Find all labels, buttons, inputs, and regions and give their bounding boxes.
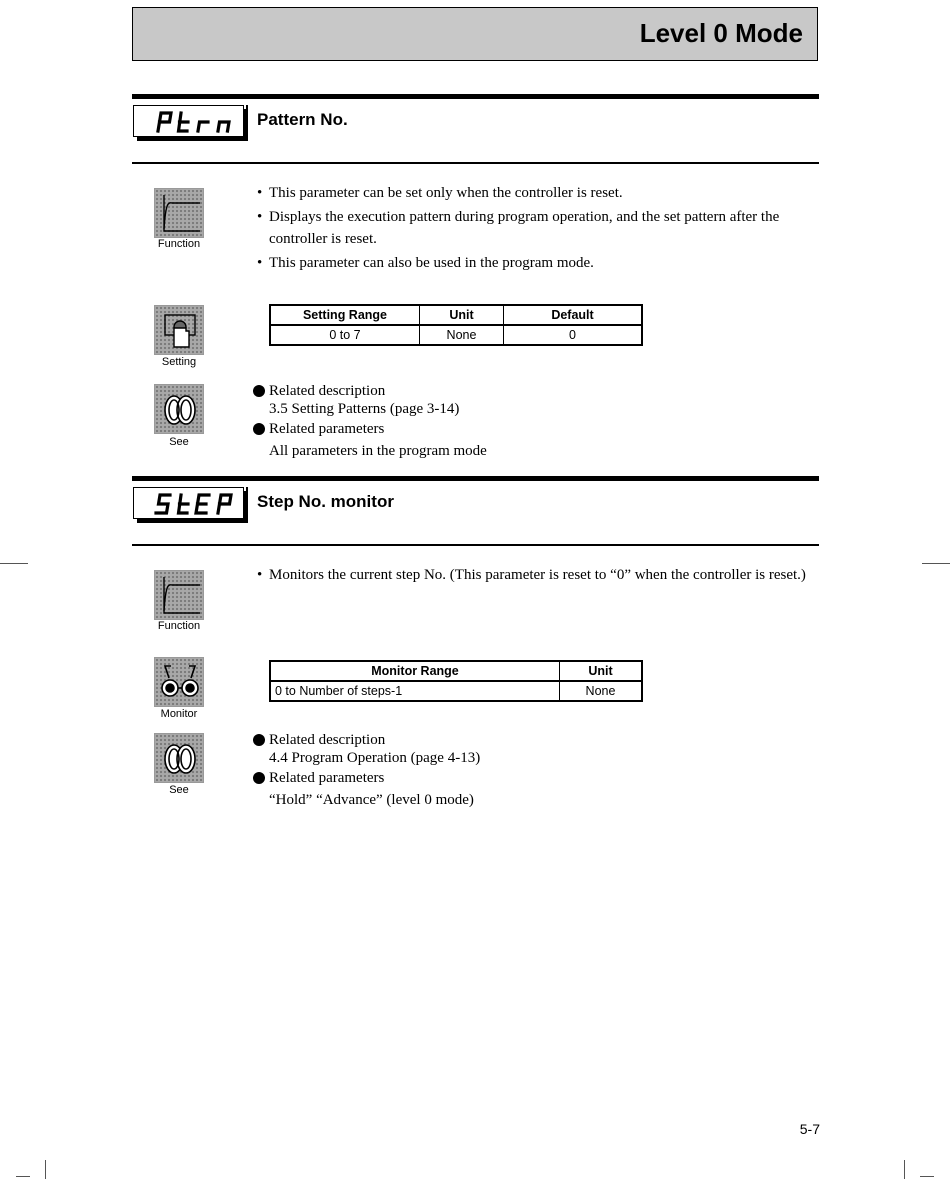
function-icon: [154, 570, 204, 620]
table-header: Unit: [420, 305, 504, 325]
lcd-ptrn-icon: [134, 106, 245, 138]
table-header: Unit: [560, 661, 643, 681]
table-header: Monitor Range: [270, 661, 560, 681]
list-item: • This parameter can be set only when the controller is reset.: [257, 182, 817, 204]
crop-mark: [16, 1176, 30, 1177]
related-parameters: “Hold” “Advance” (level 0 mode): [269, 792, 474, 808]
see-label: See: [169, 436, 189, 448]
related-block: [269, 731, 809, 809]
bullet-dot: [253, 772, 265, 784]
section-rule-top: [132, 476, 819, 481]
table-header: Setting Range: [270, 305, 420, 325]
section-rule-bottom: [132, 162, 819, 164]
monitor-label: Monitor: [160, 708, 198, 720]
section-rule-bottom: [132, 544, 819, 546]
monitor-table: [269, 660, 643, 702]
setting-icon: [154, 305, 204, 355]
page-header: [132, 7, 818, 61]
table-cell: 0 to Number of steps-1: [270, 681, 560, 701]
crop-mark: [920, 1176, 934, 1177]
function-bullets: [257, 182, 817, 276]
lcd-divider: [246, 105, 248, 135]
list-item: • Monitors the current step No. (This parameter is reset to “0” when the controller is reset.): [257, 564, 817, 586]
lcd-divider: [246, 487, 248, 517]
function-icon: [154, 188, 204, 238]
table-cell: None: [560, 681, 643, 701]
param-title: Step No. monitor: [257, 492, 394, 511]
related-parameters: All parameters in the program mode: [269, 443, 487, 459]
lcd-step-icon: [134, 488, 245, 520]
page-number: 5-7: [799, 1121, 820, 1137]
related-description-heading: Related description: [269, 383, 386, 399]
lcd-display: [133, 487, 244, 519]
related-description: 3.5 Setting Patterns (page 3-14): [269, 401, 460, 417]
related-block: [269, 382, 809, 460]
table-cell: None: [420, 325, 504, 345]
function-label: Function: [157, 620, 201, 632]
crop-mark: [45, 1160, 46, 1179]
setting-label: Setting: [161, 356, 197, 368]
monitor-icon: [154, 657, 204, 707]
setting-table: [269, 304, 643, 346]
table-header: Default: [504, 305, 643, 325]
param-title: Pattern No.: [257, 110, 348, 129]
crop-mark: [0, 563, 28, 564]
page-title: Level 0 Mode: [639, 18, 803, 48]
list-item: • This parameter can also be used in the program mode.: [257, 252, 817, 274]
related-parameters-heading: Related parameters: [269, 421, 385, 437]
section-rule-top: [132, 94, 819, 99]
bullet-dot: [253, 423, 265, 435]
crop-mark: [922, 563, 950, 564]
table-cell: 0: [504, 325, 643, 345]
see-label: See: [169, 784, 189, 796]
related-description: 4.4 Program Operation (page 4-13): [269, 750, 481, 766]
related-parameters-heading: Related parameters: [269, 770, 385, 786]
see-icon: [154, 384, 204, 434]
bullet-dot: [253, 385, 265, 397]
see-icon: [154, 733, 204, 783]
list-item: • Displays the execution pattern during program operation, and the set pattern after the controller is reset.: [257, 206, 817, 250]
table-cell: 0 to 7: [270, 325, 420, 345]
function-label: Function: [157, 238, 201, 250]
crop-mark: [904, 1160, 905, 1179]
related-description-heading: Related description: [269, 732, 386, 748]
function-bullets: [257, 564, 817, 588]
lcd-display: [133, 105, 244, 137]
bullet-dot: [253, 734, 265, 746]
